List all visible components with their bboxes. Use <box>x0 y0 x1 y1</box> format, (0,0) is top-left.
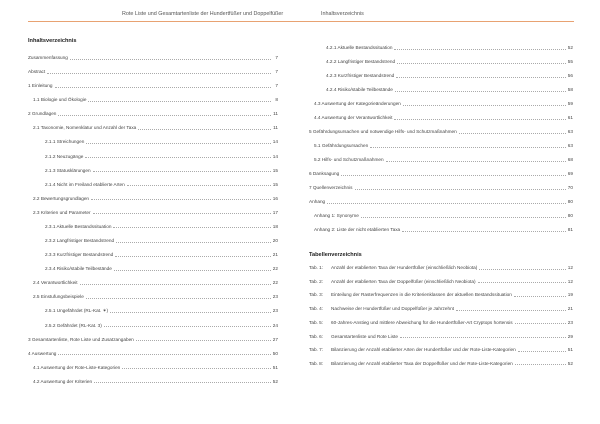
toc-entry[interactable] <box>28 377 278 385</box>
dot-leader <box>136 340 271 341</box>
dot-leader <box>514 296 566 297</box>
dot-leader <box>478 282 566 283</box>
table-number: Tab. 4: <box>309 306 324 312</box>
dot-leader <box>355 189 566 190</box>
table-entry-page: 29 <box>567 333 573 339</box>
dot-leader <box>110 312 271 313</box>
toc-entry-label: 2.2 Bewertungsgrundlagen <box>33 195 90 201</box>
dot-leader <box>518 351 566 352</box>
table-entry-page: 51 <box>567 347 573 353</box>
toc-entry-label: 4.2 Auswertung der Kriterien <box>33 378 93 384</box>
dot-leader <box>386 161 566 162</box>
table-number: Tab. 5: <box>309 319 324 325</box>
toc-entry-page: 27 <box>272 336 278 342</box>
dot-leader <box>47 73 271 74</box>
dot-leader <box>113 227 271 228</box>
toc-entry-page: 7 <box>275 69 278 75</box>
toc-entry-page: 23 <box>272 308 278 314</box>
table-entry-page: 23 <box>567 319 573 325</box>
toc-entry-label: 4.2.2 Langfristiger Bestandstrend <box>326 59 396 64</box>
toc-entry[interactable] <box>28 349 278 357</box>
table-list-entry[interactable] <box>309 290 573 298</box>
toc-entry-page: 7 <box>275 83 278 89</box>
toc-entry-page: 21 <box>272 252 278 258</box>
page-header-right: Inhaltsverzeichnis <box>321 11 364 17</box>
toc-entry-page: 22 <box>272 280 278 286</box>
toc-entry[interactable] <box>309 169 573 177</box>
toc-entry-page: 11 <box>273 111 278 117</box>
toc-entry[interactable] <box>309 113 573 121</box>
toc-entry-page: 52 <box>567 45 573 50</box>
toc-entry-label: 2.4 Verantwortlichkeit <box>33 280 78 286</box>
toc-entry[interactable] <box>309 197 573 205</box>
dot-leader <box>394 49 566 50</box>
toc-entry-page: 61 <box>567 115 573 120</box>
dot-leader <box>370 147 566 148</box>
table-number: Tab. 7: <box>309 347 324 353</box>
dot-leader <box>114 270 271 271</box>
table-entry-label: Einteilung der Rasterfrequenzen in die Kriterienklassen der aktuellen Bestandssituation <box>331 292 512 298</box>
dot-leader <box>104 326 271 327</box>
toc-entry[interactable] <box>309 99 573 107</box>
toc-entry-label: 2 Grundlagen <box>28 111 57 117</box>
toc-entry-label: 1.1 Biologie und Ökologie <box>33 97 87 103</box>
dot-leader <box>396 77 566 78</box>
toc-entry[interactable] <box>28 292 278 300</box>
table-list-entry[interactable] <box>309 263 573 271</box>
toc-entry-label: 5.1 Gefährdungsursachen <box>314 143 369 148</box>
toc-entry[interactable] <box>28 363 278 371</box>
toc-entry-label: 2.3.1 Aktuelle Bestandssituation <box>45 223 112 229</box>
dot-leader <box>361 217 566 218</box>
dot-leader <box>94 382 271 383</box>
toc-entry-page: 63 <box>567 129 573 134</box>
toc-entry-page: 58 <box>567 87 573 92</box>
toc-entry-label: Anhang <box>309 199 326 204</box>
table-number: Tab. 1: <box>309 265 324 270</box>
toc-entry[interactable] <box>28 81 278 89</box>
toc-entry-label: 2.1 Taxonomie, Nomenklatur und Anzahl der Taxa <box>33 125 137 131</box>
toc-entry-label: 5.2 Hilfs- und Schutzmaßnahmen <box>314 157 384 162</box>
toc-entry[interactable] <box>28 95 278 103</box>
toc-entry[interactable] <box>28 194 278 202</box>
dot-leader <box>127 185 271 186</box>
toc-entry[interactable] <box>28 208 278 216</box>
toc-entry[interactable] <box>309 43 573 51</box>
toc-entry[interactable] <box>309 155 573 163</box>
toc-entry[interactable] <box>309 183 573 191</box>
dot-leader <box>395 91 566 92</box>
table-entry-label: Bilanzierung der Anzahl etablierter Taxa der Doppelfüßer und der Rote-Liste-Kategorien <box>331 360 513 366</box>
dot-leader <box>91 199 271 200</box>
dot-leader <box>115 256 271 257</box>
toc-entry-label: 4.2.4 Risiko/stabile Teilbestände <box>326 87 393 92</box>
toc-entry-label: 2.5.2 Gefährdet (RL-Kat. 3) <box>45 322 102 328</box>
dot-leader <box>402 231 566 232</box>
toc-entry-page: 16 <box>272 195 278 201</box>
toc-entry[interactable] <box>28 53 278 61</box>
toc-entry[interactable] <box>309 225 573 233</box>
table-entry-label: Anzahl der etablierten Taxa der Hundertfüßer (einschließlich Neobiota) <box>331 265 478 270</box>
toc-entry-label: 7 Quellenverzeichnis <box>309 185 353 190</box>
toc-entry[interactable] <box>28 236 278 244</box>
toc-entry-page: 56 <box>567 73 573 78</box>
dot-leader <box>93 213 271 214</box>
toc-entry[interactable] <box>28 264 278 272</box>
toc-entry-label: 2.3.4 Risiko/stabile Teilbestände <box>45 266 112 272</box>
dot-leader <box>341 175 566 176</box>
table-entry-label: Gesamtartenliste und Rote Liste <box>331 333 398 339</box>
toc-entry-page: 14 <box>272 139 278 145</box>
toc-entry-page: 18 <box>272 223 278 229</box>
dot-leader <box>55 87 272 88</box>
toc-entry-label: 4.2.3 Kurzfristiger Bestandstrend <box>326 73 395 78</box>
table-list-entry[interactable] <box>309 277 573 285</box>
table-entry-page: 12 <box>567 265 573 270</box>
header-rule <box>28 21 574 22</box>
table-list-entry[interactable] <box>309 304 573 312</box>
toc-entry-page: 11 <box>273 125 278 131</box>
toc-entry-page: 15 <box>272 167 278 173</box>
toc-entry[interactable] <box>28 335 278 343</box>
toc-entry[interactable] <box>28 180 278 188</box>
toc-entry[interactable] <box>309 127 573 135</box>
dot-leader <box>88 101 271 102</box>
toc-entry[interactable] <box>28 222 278 230</box>
dot-leader <box>400 337 566 338</box>
toc-entry[interactable] <box>309 57 573 65</box>
dot-leader <box>479 269 566 270</box>
toc-entry[interactable] <box>309 141 573 149</box>
toc-entry-label: 4.3 Auswertung der Kategorieänderungen <box>314 101 401 106</box>
dot-leader <box>116 242 271 243</box>
table-entry-page: 21 <box>567 306 573 312</box>
table-entry-label: Nachweise der Hundertfüßer und Doppelfüßer je Jahrzehnt <box>331 306 454 312</box>
toc-entry-page: 22 <box>272 266 278 272</box>
toc-entry-page: 23 <box>272 294 278 300</box>
toc-entry-label: 2.3 Kriterien und Parameter <box>33 209 91 215</box>
toc-entry[interactable] <box>28 166 278 174</box>
toc-entry-label: Abstract <box>28 69 46 75</box>
toc-entry-page: 52 <box>272 378 278 384</box>
dot-leader <box>327 203 566 204</box>
toc-entry-label: Anhang 2: Liste der nicht etablierten Taxa <box>314 227 401 232</box>
toc-entry-page: 15 <box>272 181 278 187</box>
toc-entry-label: 3 Gesamtartenliste, Rote Liste und Zusatzangaben <box>28 336 134 342</box>
table-list-entry[interactable] <box>309 332 573 340</box>
table-number: Tab. 2: <box>309 278 324 284</box>
toc-entry-label: 2.1.3 Statusklärungen <box>45 167 91 173</box>
dot-leader <box>86 298 271 299</box>
toc-entry-page: 8 <box>275 97 278 103</box>
toc-entry-label: 2.5.1 Ungefährdet (RL-Kat. ✶) <box>45 308 109 314</box>
dot-leader <box>403 105 566 106</box>
dot-leader <box>58 354 271 355</box>
dot-leader <box>93 171 271 172</box>
dot-leader <box>80 284 271 285</box>
toc-entry-page: 24 <box>272 322 278 328</box>
toc-entry-page: 55 <box>567 59 573 64</box>
dot-leader <box>515 364 566 365</box>
toc-entry-label: 2.3.3 Kurzfristiger Bestandstrend <box>45 252 114 258</box>
toc-entry[interactable] <box>28 306 278 314</box>
toc-entry-label: 2.3.2 Langfristiger Bestandstrend <box>45 238 115 244</box>
toc-entry[interactable] <box>309 85 573 93</box>
toc-entry-label: 4.2.1 Aktuelle Bestandssituation <box>326 45 393 50</box>
dot-leader <box>86 143 271 144</box>
toc-entry-page: 7 <box>275 55 278 60</box>
toc-entry-label: 2.5 Einstufungsbeispiele <box>33 294 84 300</box>
toc-entry[interactable] <box>28 67 278 75</box>
tables-title: Tabellenverzeichnis <box>309 252 362 258</box>
dot-leader <box>459 133 566 134</box>
toc-entry-label: 4 Auswertung <box>28 350 57 356</box>
toc-entry[interactable] <box>28 123 278 131</box>
toc-entry-page: 80 <box>567 213 573 218</box>
toc-entry-label: 2.1.2 Neuzugänge <box>45 153 84 159</box>
dot-leader <box>456 310 566 311</box>
dot-leader <box>122 368 271 369</box>
toc-entry[interactable] <box>309 211 573 219</box>
table-entry-page: 19 <box>567 292 573 298</box>
dot-leader <box>394 119 566 120</box>
table-number: Tab. 3: <box>309 292 324 298</box>
toc-entry-label: Zusammenfassung <box>28 55 68 60</box>
page-header-left: Rote Liste und Gesamtartenliste der Hundertfüßer und Doppelfüßer <box>122 11 284 17</box>
dot-leader <box>58 115 271 116</box>
table-list-entry[interactable] <box>309 359 573 367</box>
dot-leader <box>515 323 566 324</box>
table-entry-page: 12 <box>567 278 573 284</box>
toc-entry-page: 17 <box>272 209 278 215</box>
dot-leader <box>85 157 271 158</box>
toc-title: Inhaltsverzeichnis <box>28 38 77 44</box>
toc-entry[interactable] <box>28 278 278 286</box>
dot-leader <box>397 63 566 64</box>
toc-entry-label: 6 Danksagung <box>309 171 340 176</box>
toc-entry-label: Anhang 1: Synonyme <box>314 213 359 218</box>
toc-entry-label: 4.4 Auswertung der Verantwortlichkeit <box>314 115 393 120</box>
dot-leader <box>70 59 271 60</box>
toc-entry[interactable] <box>28 250 278 258</box>
toc-entry-label: 2.1.4 Nicht im Freiland etablierte Arten <box>45 181 125 187</box>
toc-entry-label: 5 Gefährdungsursachen und notwendige Hilfs- und Schutzmaßnahmen <box>309 129 457 134</box>
toc-entry-page: 14 <box>272 153 278 159</box>
toc-entry-page: 68 <box>567 157 573 162</box>
toc-entry-page: 70 <box>567 185 573 190</box>
table-list-entry[interactable] <box>309 345 573 353</box>
toc-entry[interactable] <box>28 321 278 329</box>
toc-entry-page: 80 <box>567 199 573 204</box>
toc-entry-page: 81 <box>567 227 573 232</box>
table-entry-label: Anzahl der etablierten Taxa der Doppelfüßer (einschließlich Neobiota) <box>331 278 476 284</box>
table-entry-label: Bilanzierung der Anzahl etablierter Arten der Hundertfüßer und der Rote-Liste-Kategorien <box>331 347 516 353</box>
toc-entry[interactable] <box>28 152 278 160</box>
table-list-entry[interactable] <box>309 318 573 326</box>
toc-entry-page: 20 <box>272 238 278 244</box>
toc-entry-label: 2.1.1 Streichungen <box>45 139 85 145</box>
table-number: Tab. 6: <box>309 333 324 339</box>
toc-entry-page: 69 <box>567 171 573 176</box>
toc-entry[interactable] <box>309 71 573 79</box>
dot-leader <box>138 129 271 130</box>
toc-entry-page: 63 <box>567 143 573 148</box>
toc-entry-page: 59 <box>567 101 573 106</box>
toc-entry-page: 51 <box>272 364 278 370</box>
toc-entry[interactable] <box>28 109 278 117</box>
toc-entry-label: 4.1 Auswertung der Rote-Liste-Kategorien <box>33 364 121 370</box>
toc-entry[interactable] <box>28 137 278 145</box>
table-entry-label: 60-Jahres-Anstieg und mittlere Abweichung für die Hundertfüßer-Art Cryptops hortensis <box>331 319 513 325</box>
toc-entry-label: 1 Einleitung <box>28 83 53 89</box>
table-entry-page: 52 <box>567 360 573 366</box>
toc-entry-page: 50 <box>272 350 278 356</box>
table-number: Tab. 8: <box>309 360 324 366</box>
